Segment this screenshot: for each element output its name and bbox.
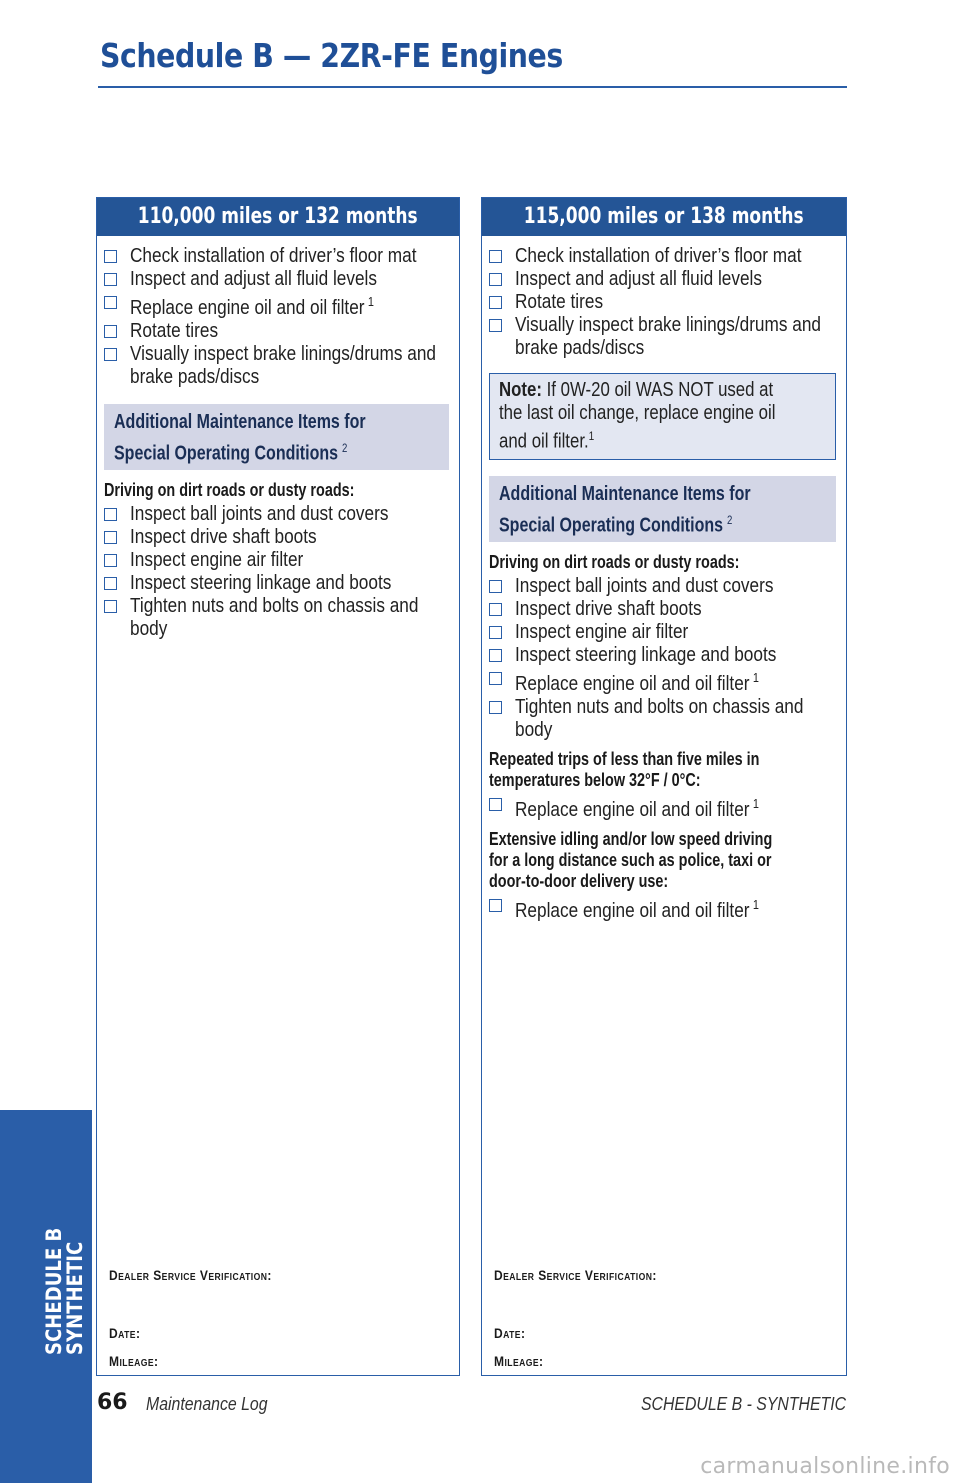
footer-section-title: Maintenance Log [146, 1394, 268, 1414]
checkbox-icon[interactable] [104, 273, 117, 286]
title-underline [98, 86, 847, 88]
checklist-item[interactable]: Check installation of driver’s floor mat [489, 244, 840, 267]
condition-heading: Repeated trips of less than five miles in temperatures below 32°F / 0°C: [489, 749, 760, 791]
checkbox-icon[interactable] [489, 296, 502, 309]
checkbox-icon[interactable] [489, 649, 502, 662]
side-tab-label: SCHEDULE B SYNTHETIC [42, 1227, 87, 1355]
checkbox-icon[interactable] [489, 701, 502, 714]
checklist-item-continuation: brake pads/discs [130, 364, 260, 388]
additional-maintenance-heading: Additional Maintenance Items for Special Operating Conditions $^2$ [104, 404, 449, 471]
checklist-item[interactable]: Rotate tires [104, 319, 453, 342]
checklist-item-continuation: body [130, 617, 168, 641]
checkbox-icon[interactable] [489, 319, 502, 332]
checkbox-icon[interactable] [489, 603, 502, 616]
date-label: Date: [494, 1325, 526, 1341]
checklist-item[interactable]: Check installation of driver’s floor mat [104, 244, 453, 267]
checklist [104, 244, 453, 388]
checkbox-icon[interactable] [104, 600, 117, 613]
checklist-item[interactable]: Replace engine oil and oil filter $^1$ [489, 792, 840, 821]
condition-heading: Extensive idling and/or low speed driving for a long distance such as police, taxi or door-to-door delivery use: [489, 828, 773, 891]
additional-maintenance-heading: Additional Maintenance Items for Special Operating Conditions $^2$ [489, 476, 836, 543]
condition-checklist [104, 502, 453, 640]
interval-column-115k [481, 197, 847, 1376]
checkbox-icon[interactable] [104, 348, 117, 361]
interval-column-110k [96, 197, 460, 1376]
checkbox-icon[interactable] [489, 273, 502, 286]
footnote-ref: 1 [752, 670, 759, 686]
condition-checklist [489, 792, 840, 821]
checklist-item[interactable]: Rotate tires [489, 290, 840, 313]
footnote-ref: 1 [588, 429, 595, 443]
condition-checklist [489, 893, 840, 922]
checkbox-icon[interactable] [489, 626, 502, 639]
checkbox-icon[interactable] [489, 672, 502, 685]
checklist-item[interactable]: Tighten nuts and bolts on chassis and [489, 695, 840, 718]
column-header: 115,000 miles or 138 months [482, 198, 846, 236]
checkbox-icon[interactable] [104, 577, 117, 590]
checklist-item[interactable]: Visually inspect brake linings/drums and [104, 342, 453, 365]
page-number: 66 [97, 1390, 128, 1415]
condition-heading: Driving on dirt roads or dusty roads: [489, 552, 740, 573]
checklist-item[interactable]: Replace engine oil and oil filter $^1$ [104, 290, 453, 319]
checklist-item-continuation: body [515, 718, 553, 742]
condition-checklist [489, 574, 840, 741]
checkbox-icon[interactable] [104, 325, 117, 338]
footnote-ref: 2 [342, 440, 348, 455]
checkbox-icon[interactable] [489, 250, 502, 263]
checklist-item[interactable]: Visually inspect brake linings/drums and [489, 313, 840, 336]
checkbox-icon[interactable] [104, 250, 117, 263]
checklist-item[interactable]: Replace engine oil and oil filter $^1$ [489, 666, 840, 695]
mileage-label: Mileage: [494, 1353, 544, 1369]
checklist-item-continuation: brake pads/discs [515, 336, 645, 359]
footer-schedule-label: SCHEDULE B - SYNTHETIC [640, 1394, 846, 1414]
checklist-item[interactable]: Inspect ball joints and dust covers [104, 502, 453, 525]
checklist-item[interactable]: Inspect and adjust all fluid levels [489, 267, 840, 290]
condition-heading: Driving on dirt roads or dusty roads: [104, 480, 355, 501]
checklist-item[interactable]: Inspect steering linkage and boots [489, 643, 840, 666]
footnote-ref: 1 [367, 294, 374, 309]
column-header: 110,000 miles or 132 months [97, 198, 459, 236]
date-label: Date: [109, 1325, 141, 1341]
footnote-ref: 2 [727, 512, 733, 527]
verification-label: Dealer Service Verification: [109, 1267, 272, 1283]
checklist-item[interactable]: Inspect engine air filter [104, 548, 453, 571]
footnote-ref: 1 [752, 796, 759, 812]
checkbox-icon[interactable] [104, 296, 117, 309]
checkbox-icon[interactable] [104, 554, 117, 567]
checklist-item[interactable]: Inspect engine air filter [489, 620, 840, 643]
mileage-label: Mileage: [109, 1353, 159, 1369]
verification-label: Dealer Service Verification: [494, 1267, 657, 1283]
checkbox-icon[interactable] [489, 798, 502, 811]
checkbox-icon[interactable] [489, 899, 502, 912]
footnote-ref: 1 [752, 896, 759, 912]
page-title: Schedule B — 2ZR-FE Engines [100, 36, 563, 75]
checkbox-icon[interactable] [104, 531, 117, 544]
checklist [489, 244, 840, 359]
checklist-item[interactable]: Inspect and adjust all fluid levels [104, 267, 453, 290]
checklist-item[interactable]: Replace engine oil and oil filter $^1$ [489, 893, 840, 922]
checklist-item[interactable]: Inspect drive shaft boots [104, 525, 453, 548]
checkbox-icon[interactable] [104, 508, 117, 521]
oil-note: Note: If 0W-20 oil WAS NOT used at the last oil change, replace engine oil and oil filter.$^1$ [489, 373, 836, 460]
checklist-item[interactable]: Inspect ball joints and dust covers [489, 574, 840, 597]
watermark: carmanualsonline.info [700, 1454, 950, 1479]
checklist-item[interactable]: Inspect steering linkage and boots [104, 571, 453, 594]
checkbox-icon[interactable] [489, 580, 502, 593]
checklist-item[interactable]: Tighten nuts and bolts on chassis and [104, 594, 453, 617]
checklist-item[interactable]: Inspect drive shaft boots [489, 597, 840, 620]
